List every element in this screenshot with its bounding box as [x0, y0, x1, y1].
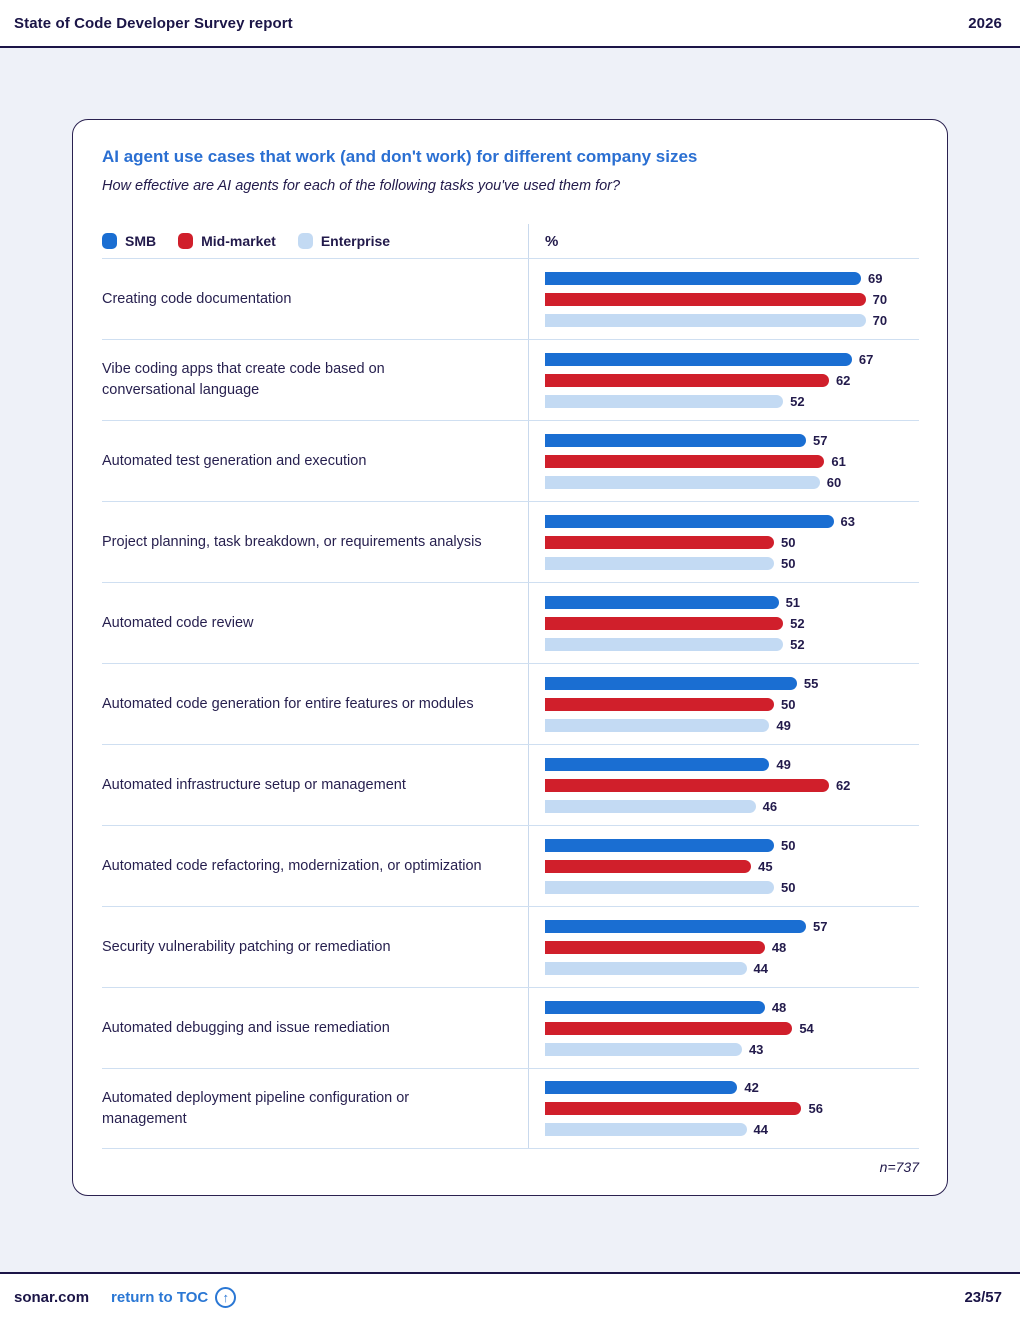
page-indicator: 23/57: [964, 1288, 1002, 1306]
report-title: State of Code Developer Survey report: [14, 14, 293, 32]
bar-value: 62: [835, 777, 851, 793]
chart-row: [102, 663, 919, 744]
bar-smb: [545, 677, 797, 690]
bar-value: 69: [868, 270, 883, 286]
percent-column-header: %: [545, 232, 559, 250]
chart-card: [72, 119, 948, 1196]
legend-item-smb: [102, 233, 156, 249]
bar-value: 52: [790, 615, 805, 631]
row-bars: [528, 259, 919, 339]
bar-value: 52: [790, 393, 805, 409]
row-label: Automated debugging and issue remediation: [102, 1019, 390, 1036]
bar-enterprise: [545, 395, 783, 408]
bar-line-smb: [545, 1001, 919, 1014]
bar-value: 50: [781, 534, 796, 550]
chart-title: AI agent use cases that work (and don't work) for different company sizes: [102, 147, 698, 166]
row-label: Automated code generation for entire features or modules: [102, 695, 474, 712]
report-header: [0, 0, 1020, 48]
bar-value: 50: [781, 879, 796, 895]
bar-value: 44: [753, 960, 768, 976]
page-content: [0, 48, 1020, 1272]
row-bars: [528, 502, 919, 582]
row-label: Automated infrastructure setup or management: [102, 776, 406, 793]
row-label: Automated test generation and execution: [102, 452, 367, 469]
bar-value: 67: [858, 351, 874, 367]
bar-value: 57: [813, 918, 828, 934]
bar-smb: [545, 758, 769, 771]
row-bars: [528, 826, 919, 906]
bar-line-smb: [545, 758, 919, 771]
bar-value: 50: [781, 837, 796, 853]
bar-mid-market: [545, 860, 751, 873]
chart-rows: [102, 258, 919, 1149]
legend-label: Mid-market: [201, 233, 276, 249]
bar-mid-market: [545, 698, 774, 711]
bar-mid-market: [545, 374, 829, 387]
bar-line-mid-market: [545, 293, 919, 306]
row-label: Vibe coding apps that create code based on conversational language: [102, 361, 385, 398]
bar-value: 44: [753, 1122, 768, 1137]
bar-line-mid-market: [545, 941, 919, 954]
bar-value: 50: [781, 555, 796, 571]
bar-line-smb: [545, 677, 919, 690]
bar-line-smb: [545, 353, 919, 366]
bar-enterprise: [545, 557, 774, 570]
bar-line-smb: [545, 920, 919, 933]
bar-enterprise: [545, 800, 756, 813]
bar-smb: [545, 434, 806, 447]
bar-value: 61: [831, 453, 846, 469]
bar-line-smb: [545, 839, 919, 852]
bar-line-mid-market: [545, 779, 919, 792]
bar-line-smb: [545, 434, 919, 447]
row-bars: [528, 664, 919, 744]
bar-mid-market: [545, 293, 866, 306]
legend-item-enterprise: [298, 233, 390, 249]
bar-value: 45: [758, 858, 773, 874]
bar-line-enterprise: [545, 962, 919, 975]
bar-line-smb: [545, 272, 919, 285]
row-label: Automated code refactoring, modernization, or optimization: [102, 857, 482, 874]
footer-site: sonar.com: [14, 1288, 90, 1306]
chart-subtitle: How effective are AI agents for each of the following tasks you've used them for?: [102, 178, 621, 194]
bar-line-enterprise: [545, 557, 919, 570]
row-bars: [528, 421, 919, 501]
legend-label: SMB: [125, 233, 157, 249]
report-footer: [0, 1272, 1020, 1320]
bar-value: 50: [781, 696, 796, 712]
bar-value: 42: [744, 1080, 759, 1095]
bar-mid-market: [545, 941, 765, 954]
bar-mid-market: [545, 779, 829, 792]
bar-line-enterprise: [545, 800, 919, 813]
report-year: 2026: [968, 14, 1002, 32]
bar-value: 48: [771, 999, 787, 1015]
bar-line-mid-market: [545, 374, 919, 387]
bar-value: 62: [835, 372, 851, 388]
legend: [102, 233, 528, 249]
return-to-toc-label: return to TOC: [111, 1288, 209, 1306]
bar-value: 70: [872, 312, 888, 328]
bar-value: 55: [803, 675, 819, 691]
bar-enterprise: [545, 719, 769, 732]
bar-smb: [545, 515, 834, 528]
chart-row: [102, 501, 919, 582]
bar-mid-market: [545, 1102, 801, 1115]
row-label: Project planning, task breakdown, or requirements analysis: [102, 533, 482, 550]
bar-line-mid-market: [545, 536, 919, 549]
bar-value: 51: [785, 594, 801, 610]
bar-line-mid-market: [545, 698, 919, 711]
chart-row: [102, 825, 919, 906]
bar-enterprise: [545, 962, 747, 975]
bar-enterprise: [545, 638, 783, 651]
row-bars: [528, 907, 919, 987]
row-label: Security vulnerability patching or remediation: [102, 938, 391, 955]
bar-smb: [545, 1001, 765, 1014]
bar-smb: [545, 839, 774, 852]
bar-mid-market: [545, 536, 774, 549]
bar-mid-market: [545, 617, 783, 630]
bar-enterprise: [545, 476, 820, 489]
row-bars: [528, 583, 919, 663]
bar-value: 49: [776, 717, 791, 733]
chart-row: [102, 906, 919, 987]
bar-value: 52: [790, 636, 805, 652]
bar-line-enterprise: [545, 719, 919, 732]
chart-row: [102, 1068, 919, 1149]
row-bars: [528, 988, 919, 1068]
bar-line-smb: [545, 596, 919, 609]
bar-line-enterprise: [545, 395, 919, 408]
bar-smb: [545, 920, 806, 933]
value-column-header-cell: [528, 224, 919, 258]
arrow-up-circle-icon: ↑: [215, 1287, 236, 1308]
bar-line-mid-market: [545, 617, 919, 630]
legend-swatch-smb: [102, 233, 117, 249]
bar-mid-market: [545, 1022, 792, 1035]
bar-smb: [545, 596, 779, 609]
bar-value: 46: [762, 798, 778, 814]
bar-line-enterprise: [545, 1123, 919, 1136]
legend-label: Enterprise: [320, 233, 391, 249]
bar-line-enterprise: [545, 638, 919, 651]
bar-value: 60: [826, 474, 842, 490]
bar-line-enterprise: [545, 314, 919, 327]
bar-mid-market: [545, 455, 824, 468]
bar-value: 56: [808, 1101, 823, 1116]
row-label: Creating code documentation: [102, 290, 292, 307]
bar-line-mid-market: [545, 860, 919, 873]
chart-row: [102, 258, 919, 339]
bar-line-enterprise: [545, 476, 919, 489]
bar-line-enterprise: [545, 1043, 919, 1056]
bar-enterprise: [545, 1043, 742, 1056]
bar-value: 70: [872, 291, 888, 307]
chart-row: [102, 987, 919, 1068]
row-bars: [528, 745, 919, 825]
row-label: Automated code review: [102, 614, 254, 631]
chart-row: [102, 339, 919, 420]
bar-line-smb: [545, 1081, 919, 1094]
bar-value: 49: [776, 756, 791, 772]
bar-smb: [545, 1081, 737, 1094]
sample-size-note: n=737: [879, 1159, 919, 1175]
row-bars: [528, 340, 919, 420]
legend-swatch-mid-market: [178, 233, 193, 249]
bar-value: 54: [799, 1020, 814, 1036]
bar-line-mid-market: [545, 1022, 919, 1035]
bar-line-smb: [545, 515, 919, 528]
legend-row: [102, 224, 919, 258]
bar-value: 48: [771, 939, 787, 955]
chart-row: [102, 420, 919, 501]
bar-smb: [545, 272, 861, 285]
bar-value: 43: [748, 1041, 764, 1057]
row-bars: [528, 1069, 919, 1148]
legend-item-mid-market: [178, 233, 276, 249]
chart-row: [102, 744, 919, 825]
legend-swatch-enterprise: [298, 233, 313, 249]
bar-value: 57: [813, 432, 828, 448]
bar-smb: [545, 353, 852, 366]
bar-line-mid-market: [545, 1102, 919, 1115]
return-to-toc-link[interactable]: [111, 1287, 236, 1308]
bar-enterprise: [545, 881, 774, 894]
chart-row: [102, 582, 919, 663]
bar-enterprise: [545, 1123, 747, 1136]
row-label: Automated deployment pipeline configuration or management: [102, 1089, 410, 1127]
bar-enterprise: [545, 314, 866, 327]
bar-line-mid-market: [545, 455, 919, 468]
bar-value: 63: [840, 513, 855, 529]
bar-line-enterprise: [545, 881, 919, 894]
